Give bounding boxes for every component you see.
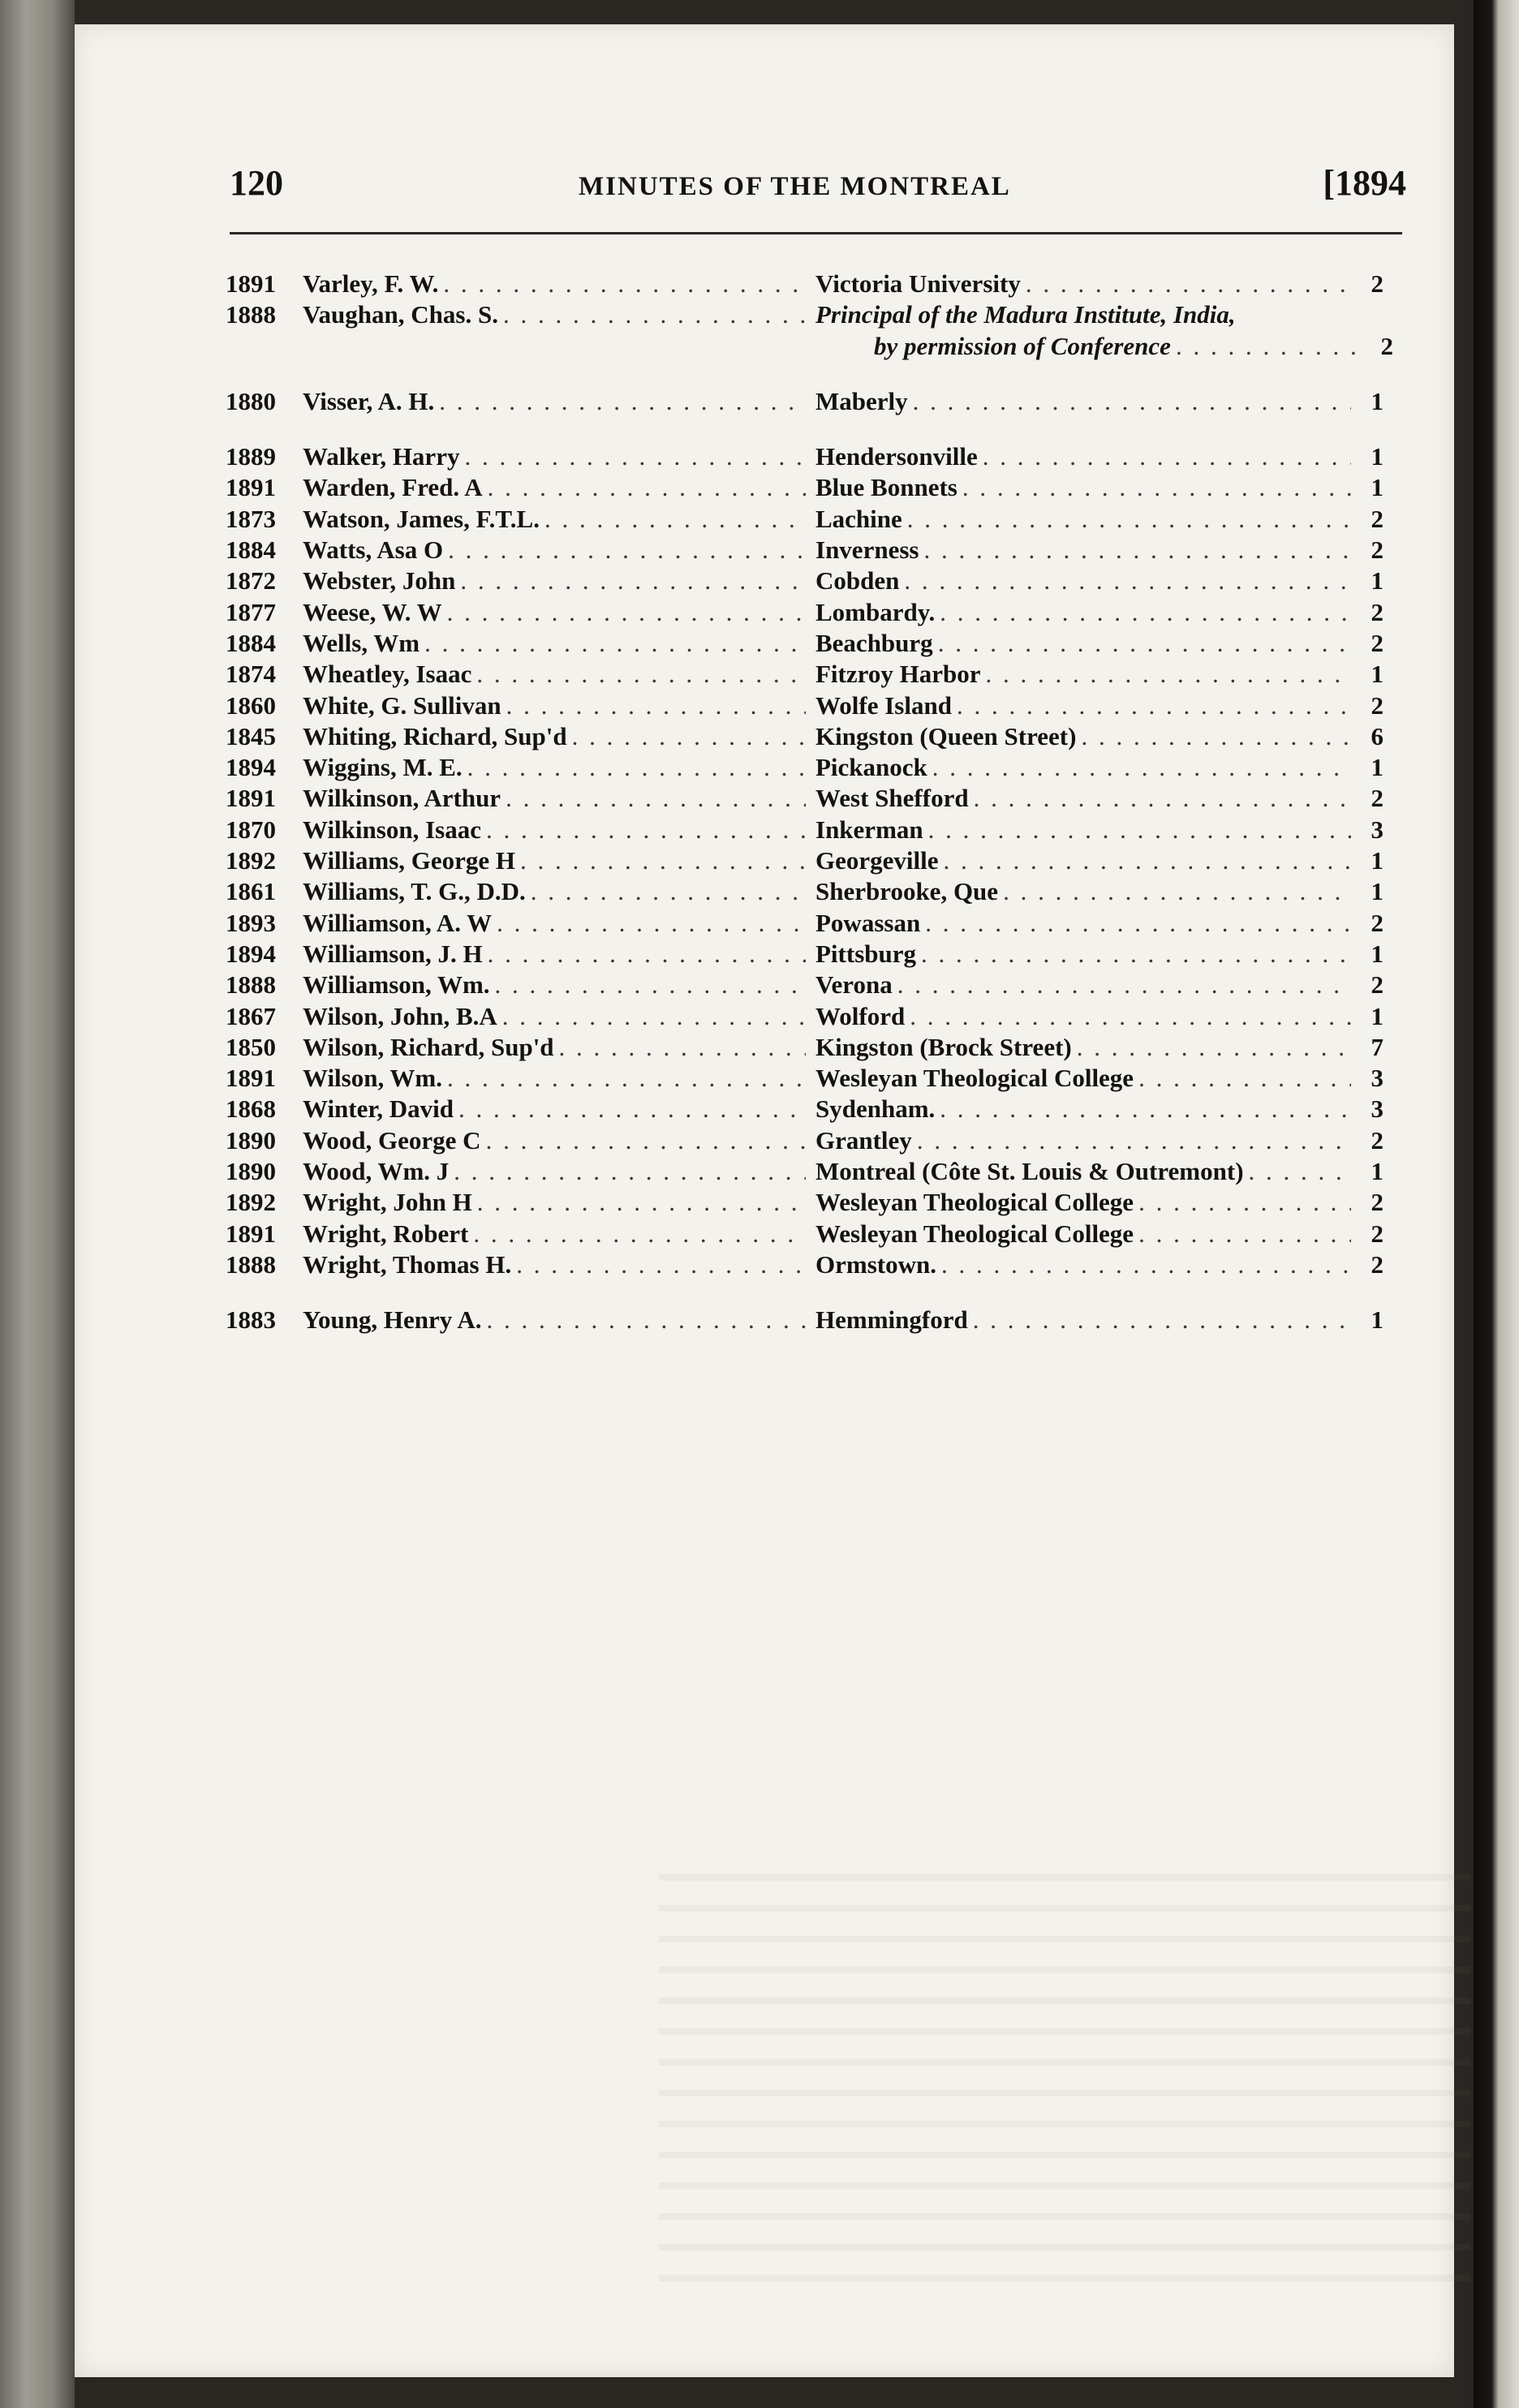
dot-leader bbox=[486, 1305, 806, 1335]
entry-station: Wesleyan Theological College bbox=[815, 1219, 1134, 1248]
dot-leader bbox=[957, 691, 1351, 720]
ministers-list bbox=[226, 269, 1404, 1337]
dot-leader bbox=[477, 1188, 806, 1217]
list-item bbox=[226, 691, 1404, 722]
entry-name-cell bbox=[303, 722, 806, 751]
entry-name-cell bbox=[303, 629, 806, 658]
entry-station-cell bbox=[806, 442, 1351, 471]
entry-name: Webster, John bbox=[303, 566, 456, 596]
dot-leader bbox=[1077, 1033, 1351, 1062]
entry-name: Weese, W. W bbox=[303, 597, 442, 626]
dot-leader bbox=[913, 387, 1351, 416]
list-item bbox=[226, 473, 1404, 504]
list-item bbox=[226, 598, 1404, 629]
entry-year: 1890 bbox=[226, 1157, 276, 1186]
entry-count: 1 bbox=[1371, 1001, 1383, 1030]
dot-leader bbox=[503, 300, 806, 329]
dot-leader bbox=[897, 970, 1351, 1000]
list-item bbox=[226, 1094, 1404, 1125]
entry-station-cell bbox=[806, 566, 1351, 596]
list-item bbox=[226, 940, 1404, 970]
entry-station: Wesleyan Theological College bbox=[815, 1188, 1134, 1217]
entry-station: Fitzroy Harbor bbox=[815, 660, 981, 689]
entry-name-cell bbox=[303, 815, 806, 845]
dot-leader bbox=[904, 566, 1351, 596]
list-item bbox=[226, 970, 1404, 1001]
entry-station-cell bbox=[806, 660, 1351, 689]
entry-count: 1 bbox=[1371, 660, 1383, 689]
entry-count: 6 bbox=[1371, 721, 1383, 750]
entry-year: 1850 bbox=[226, 1032, 276, 1061]
entry-count: 3 bbox=[1371, 1094, 1383, 1124]
entry-year: 1893 bbox=[226, 908, 276, 937]
entry-station-cell bbox=[806, 387, 1351, 416]
dot-leader bbox=[1249, 1157, 1351, 1186]
entry-year: 1867 bbox=[226, 1001, 276, 1030]
dot-leader bbox=[923, 535, 1351, 565]
entry-station: Wolford bbox=[815, 1001, 906, 1030]
entry-count: 1 bbox=[1371, 566, 1383, 596]
entry-name: Williamson, A. W bbox=[303, 908, 493, 937]
entry-year: 1891 bbox=[226, 1064, 276, 1093]
entry-name: Wilson, Richard, Sup'd bbox=[303, 1032, 554, 1061]
entry-station-cell bbox=[806, 1219, 1351, 1249]
entry-name: Watts, Asa O bbox=[303, 535, 444, 565]
page-number: 120 bbox=[230, 163, 283, 203]
list-item bbox=[226, 269, 1404, 300]
dot-leader bbox=[454, 1157, 806, 1186]
entry-station-cell bbox=[806, 1033, 1351, 1062]
entry-station: Lachine bbox=[815, 504, 902, 533]
entry-station: Principal of the Madura Institute, India, bbox=[815, 300, 1236, 329]
entry-year: 1892 bbox=[226, 846, 276, 875]
entry-station-cell bbox=[806, 473, 1351, 502]
indent-spacer bbox=[226, 332, 815, 363]
entry-year: 1884 bbox=[226, 535, 276, 565]
entry-name: Wright, Thomas H. bbox=[303, 1249, 512, 1279]
dot-leader bbox=[938, 629, 1351, 658]
entry-count: 7 bbox=[1371, 1032, 1383, 1061]
entry-station-cell bbox=[806, 1002, 1351, 1031]
entry-station-cell bbox=[806, 784, 1351, 813]
list-item bbox=[226, 535, 1404, 566]
dot-leader bbox=[572, 722, 806, 751]
entry-name: Williams, George H bbox=[303, 846, 516, 875]
entry-name-cell bbox=[303, 1002, 806, 1031]
entry-name: Walker, Harry bbox=[303, 442, 460, 471]
entry-year: 1894 bbox=[226, 753, 276, 782]
entry-year: 1891 bbox=[226, 1219, 276, 1248]
entry-station-cell bbox=[806, 598, 1351, 627]
entry-year: 1888 bbox=[226, 1249, 276, 1279]
entry-station-cell bbox=[806, 629, 1351, 658]
list-item bbox=[226, 877, 1404, 908]
entry-station: Sherbrooke, Que bbox=[815, 877, 999, 906]
entry-name-cell bbox=[303, 784, 806, 813]
entry-station: Maberly bbox=[815, 386, 908, 415]
entry-station: Georgeville bbox=[815, 846, 939, 875]
dot-leader bbox=[473, 1219, 806, 1249]
entry-year: 1884 bbox=[226, 628, 276, 657]
dot-leader bbox=[921, 940, 1351, 969]
dot-leader bbox=[476, 660, 806, 689]
entry-name-cell bbox=[303, 535, 806, 565]
entry-name-cell bbox=[303, 1126, 806, 1155]
entry-station: Inverness bbox=[815, 535, 919, 565]
list-item bbox=[226, 1002, 1404, 1033]
entry-station: Victoria University bbox=[815, 269, 1021, 298]
entry-count: 2 bbox=[1371, 1188, 1383, 1217]
entry-year: 1870 bbox=[226, 815, 276, 844]
dot-leader bbox=[1138, 1064, 1351, 1093]
entry-station-cell bbox=[806, 1305, 1351, 1335]
dot-leader bbox=[932, 753, 1351, 782]
list-item bbox=[226, 909, 1404, 940]
entry-count: 1 bbox=[1371, 1305, 1383, 1335]
entry-count: 2 bbox=[1371, 628, 1383, 657]
entry-name-cell bbox=[303, 846, 806, 875]
entry-name-cell bbox=[303, 753, 806, 782]
entry-name: Whiting, Richard, Sup'd bbox=[303, 721, 567, 750]
entry-station-continued: by permission of Conference bbox=[874, 331, 1171, 360]
list-item bbox=[226, 1219, 1404, 1250]
dot-leader bbox=[506, 784, 806, 813]
list-item bbox=[226, 660, 1404, 690]
entry-name-cell bbox=[303, 1157, 806, 1186]
dot-leader bbox=[464, 442, 806, 471]
entry-station-cell bbox=[806, 269, 1351, 299]
entry-name: Winter, David bbox=[303, 1094, 454, 1124]
entry-count: 1 bbox=[1371, 877, 1383, 906]
entry-name-cell bbox=[303, 1064, 806, 1093]
entry-station: Hendersonville bbox=[815, 442, 978, 471]
list-item bbox=[226, 784, 1404, 815]
dot-leader bbox=[1003, 877, 1351, 906]
entry-station: Lombardy. bbox=[815, 597, 936, 626]
entry-name: Wright, Robert bbox=[303, 1219, 469, 1248]
running-title: MINUTES OF THE MONTREAL bbox=[579, 172, 1011, 201]
entry-count: 2 bbox=[1371, 1249, 1383, 1279]
entry-station: Verona bbox=[815, 970, 893, 1000]
list-item bbox=[226, 300, 1404, 331]
entry-station: Grantley bbox=[815, 1125, 912, 1155]
entry-count: 2 bbox=[1371, 690, 1383, 720]
entry-station: Pittsburg bbox=[815, 939, 916, 968]
header-year: [1894 bbox=[1323, 163, 1406, 203]
entry-year: 1883 bbox=[226, 1305, 276, 1335]
entry-count: 1 bbox=[1371, 473, 1383, 502]
list-item bbox=[226, 722, 1404, 753]
dot-leader bbox=[974, 784, 1351, 813]
dot-leader bbox=[497, 909, 806, 938]
dot-leader bbox=[467, 753, 806, 782]
entry-name: Wood, George C bbox=[303, 1125, 481, 1155]
entry-name-cell bbox=[303, 1094, 806, 1124]
entry-year: 1860 bbox=[226, 690, 276, 720]
entry-station-cell bbox=[806, 909, 1351, 938]
entry-count: 3 bbox=[1371, 815, 1383, 844]
entry-station-cell bbox=[806, 505, 1351, 534]
list-item bbox=[226, 442, 1404, 473]
entry-count: 1 bbox=[1371, 846, 1383, 875]
entry-station-cell bbox=[806, 877, 1351, 906]
entry-count: 1 bbox=[1371, 939, 1383, 968]
entry-name: Wright, John H bbox=[303, 1188, 472, 1217]
entry-station: Sydenham. bbox=[815, 1094, 936, 1124]
entry-year: 1861 bbox=[226, 877, 276, 906]
entry-year: 1880 bbox=[226, 386, 276, 415]
entry-name: Vaughan, Chas. S. bbox=[303, 300, 498, 329]
entry-station-cell bbox=[806, 940, 1351, 969]
bleed-through-text bbox=[659, 1874, 1470, 2296]
dot-leader bbox=[941, 1250, 1351, 1279]
entry-station-cell bbox=[806, 1064, 1351, 1093]
entry-station: Beachburg bbox=[815, 628, 933, 657]
entry-name: Wilson, John, B.A bbox=[303, 1001, 497, 1030]
entry-count: 2 bbox=[1371, 504, 1383, 533]
dot-leader bbox=[447, 598, 806, 627]
entry-count: 2 bbox=[1371, 970, 1383, 1000]
entry-count: 1 bbox=[1371, 442, 1383, 471]
entry-count: 1 bbox=[1371, 753, 1383, 782]
dot-leader bbox=[1176, 332, 1361, 363]
entry-station: Hemmingford bbox=[815, 1305, 968, 1335]
entry-name-cell bbox=[303, 1033, 806, 1062]
entry-year: 1868 bbox=[226, 1094, 276, 1124]
entry-year: 1872 bbox=[226, 566, 276, 596]
list-item bbox=[226, 1305, 1404, 1336]
entry-name-cell bbox=[303, 1250, 806, 1279]
entry-name: Wilson, Wm. bbox=[303, 1064, 442, 1093]
entry-name-cell bbox=[303, 442, 806, 471]
entry-station-cell bbox=[806, 1126, 1351, 1155]
entry-name-cell bbox=[303, 1305, 806, 1335]
dot-leader bbox=[424, 629, 806, 658]
entry-count: 2 bbox=[1371, 535, 1383, 565]
entry-count: 2 bbox=[1371, 1219, 1383, 1248]
list-item bbox=[226, 753, 1404, 784]
dot-leader bbox=[917, 1126, 1351, 1155]
entry-name-cell bbox=[303, 269, 806, 299]
list-item bbox=[226, 629, 1404, 660]
entry-station-cell bbox=[806, 722, 1351, 751]
entry-year: 1890 bbox=[226, 1125, 276, 1155]
entry-year: 1877 bbox=[226, 597, 276, 626]
list-item-continuation bbox=[226, 332, 1404, 363]
dot-leader bbox=[1138, 1219, 1351, 1249]
entry-station: Wesleyan Theological College bbox=[815, 1064, 1134, 1093]
list-item bbox=[226, 1157, 1404, 1188]
entry-station-cell bbox=[806, 1094, 1351, 1124]
entry-station: Cobden bbox=[815, 566, 900, 596]
entry-station: Kingston (Queen Street) bbox=[815, 721, 1077, 750]
dot-leader bbox=[531, 877, 806, 906]
dot-leader bbox=[910, 1002, 1351, 1031]
entry-year: 1845 bbox=[226, 721, 276, 750]
header-rule bbox=[230, 232, 1402, 234]
entry-count: 2 bbox=[1371, 784, 1383, 813]
entry-name-cell bbox=[303, 505, 806, 534]
list-item bbox=[226, 566, 1404, 597]
dot-leader bbox=[928, 815, 1351, 845]
entry-name: Warden, Fred. A bbox=[303, 473, 483, 502]
dot-leader bbox=[486, 815, 806, 845]
entry-name-cell bbox=[303, 877, 806, 906]
list-item bbox=[226, 505, 1404, 535]
entry-name-cell bbox=[303, 598, 806, 627]
entry-name: Wheatley, Isaac bbox=[303, 660, 472, 689]
entry-name: Williamson, Wm. bbox=[303, 970, 490, 1000]
entry-station: Powassan bbox=[815, 908, 921, 937]
entry-station-cell bbox=[806, 691, 1351, 720]
entry-name: Wiggins, M. E. bbox=[303, 753, 463, 782]
entry-name: Watson, James, F.T.L. bbox=[303, 504, 540, 533]
entry-year: 1891 bbox=[226, 473, 276, 502]
page-header bbox=[230, 162, 1406, 211]
entry-year: 1888 bbox=[226, 300, 276, 329]
entry-name: White, G. Sullivan bbox=[303, 690, 501, 720]
entry-count: 1 bbox=[1371, 386, 1383, 415]
list-item bbox=[226, 1126, 1404, 1157]
entry-station: Wolfe Island bbox=[815, 690, 952, 720]
list-item bbox=[226, 846, 1404, 877]
entry-station-cell bbox=[806, 753, 1351, 782]
entry-station: Ormstown. bbox=[815, 1249, 936, 1279]
entry-name-cell bbox=[303, 660, 806, 689]
entry-count: 2 bbox=[1371, 269, 1383, 298]
dot-leader bbox=[962, 473, 1351, 502]
dot-leader bbox=[495, 970, 806, 1000]
entry-station: Inkerman bbox=[815, 815, 923, 844]
entry-year: 1894 bbox=[226, 939, 276, 968]
dot-leader bbox=[506, 691, 806, 720]
entry-name: Wilkinson, Arthur bbox=[303, 784, 501, 813]
entry-station-cell bbox=[806, 300, 1351, 329]
entry-station: Pickanock bbox=[815, 753, 927, 782]
dot-leader bbox=[488, 940, 806, 969]
entry-station: West Shefford bbox=[815, 784, 969, 813]
list-item bbox=[226, 815, 1404, 846]
entry-year: 1891 bbox=[226, 784, 276, 813]
dot-leader bbox=[516, 1250, 806, 1279]
entry-station-cell bbox=[806, 815, 1351, 845]
entry-count: 3 bbox=[1371, 1064, 1383, 1093]
book-binding-right bbox=[1474, 0, 1519, 2408]
dot-leader bbox=[559, 1033, 806, 1062]
entry-year: 1892 bbox=[226, 1188, 276, 1217]
entry-name-cell bbox=[303, 1188, 806, 1217]
dot-leader bbox=[544, 505, 806, 534]
entry-count: 2 bbox=[1371, 597, 1383, 626]
book-binding-left bbox=[0, 0, 75, 2408]
entry-station-cell bbox=[806, 535, 1351, 565]
entry-name-cell bbox=[303, 1219, 806, 1249]
dot-leader bbox=[1081, 722, 1351, 751]
dot-leader bbox=[486, 1126, 806, 1155]
entry-name-cell bbox=[303, 970, 806, 1000]
dot-leader bbox=[985, 660, 1351, 689]
entry-name: Varley, F. W. bbox=[303, 269, 439, 298]
entry-year: 1874 bbox=[226, 660, 276, 689]
entry-year: 1891 bbox=[226, 269, 276, 298]
entry-name: Visser, A. H. bbox=[303, 386, 435, 415]
dot-leader bbox=[458, 1094, 806, 1124]
entry-year: 1888 bbox=[226, 970, 276, 1000]
dot-leader bbox=[1026, 269, 1351, 299]
entry-name: Wilkinson, Isaac bbox=[303, 815, 481, 844]
entry-name: Young, Henry A. bbox=[303, 1305, 482, 1335]
entry-name-cell bbox=[303, 566, 806, 596]
entry-station: Kingston (Brock Street) bbox=[815, 1032, 1072, 1061]
dot-leader bbox=[520, 846, 806, 875]
entry-station-cell bbox=[806, 970, 1351, 1000]
entry-name-cell bbox=[303, 691, 806, 720]
entry-name: Wood, Wm. J bbox=[303, 1157, 450, 1186]
entry-name-cell bbox=[303, 387, 806, 416]
entry-station-cell bbox=[806, 1157, 1351, 1186]
dot-leader bbox=[944, 846, 1352, 875]
dot-leader bbox=[502, 1002, 806, 1031]
entry-station-cell bbox=[806, 1250, 1351, 1279]
list-item bbox=[226, 387, 1404, 418]
list-item bbox=[226, 1064, 1404, 1094]
entry-count: 2 bbox=[1371, 1125, 1383, 1155]
dot-leader bbox=[907, 505, 1351, 534]
entry-count: 2 bbox=[1371, 908, 1383, 937]
entry-name: Williams, T. G., D.D. bbox=[303, 877, 526, 906]
entry-count: 1 bbox=[1371, 1157, 1383, 1186]
dot-leader bbox=[448, 535, 806, 565]
entry-station: Blue Bonnets bbox=[815, 473, 957, 502]
entry-name: Wells, Wm bbox=[303, 628, 420, 657]
entry-station-cell bbox=[806, 1188, 1351, 1217]
entry-year: 1873 bbox=[226, 504, 276, 533]
list-item bbox=[226, 1188, 1404, 1219]
dot-leader bbox=[447, 1064, 806, 1093]
entry-station-cell bbox=[806, 846, 1351, 875]
dot-leader bbox=[940, 1094, 1351, 1124]
dot-leader bbox=[973, 1305, 1351, 1335]
entry-station-cell bbox=[815, 332, 1361, 363]
entry-year: 1889 bbox=[226, 442, 276, 471]
entry-name-cell bbox=[303, 300, 806, 329]
dot-leader bbox=[439, 387, 806, 416]
dot-leader bbox=[1138, 1188, 1351, 1217]
list-item bbox=[226, 1250, 1404, 1281]
entry-name-cell bbox=[303, 909, 806, 938]
dot-leader bbox=[460, 566, 806, 596]
entry-name-cell bbox=[303, 473, 806, 502]
entry-name: Williamson, J. H bbox=[303, 939, 483, 968]
list-item bbox=[226, 1033, 1404, 1064]
dot-leader bbox=[983, 442, 1351, 471]
dot-leader bbox=[940, 598, 1351, 627]
entry-station: Montreal (Côte St. Louis & Outremont) bbox=[815, 1157, 1244, 1186]
dot-leader bbox=[443, 269, 806, 299]
dot-leader bbox=[925, 909, 1351, 938]
dot-leader bbox=[488, 473, 806, 502]
entry-count: 2 bbox=[1380, 331, 1393, 360]
entry-name-cell bbox=[303, 940, 806, 969]
